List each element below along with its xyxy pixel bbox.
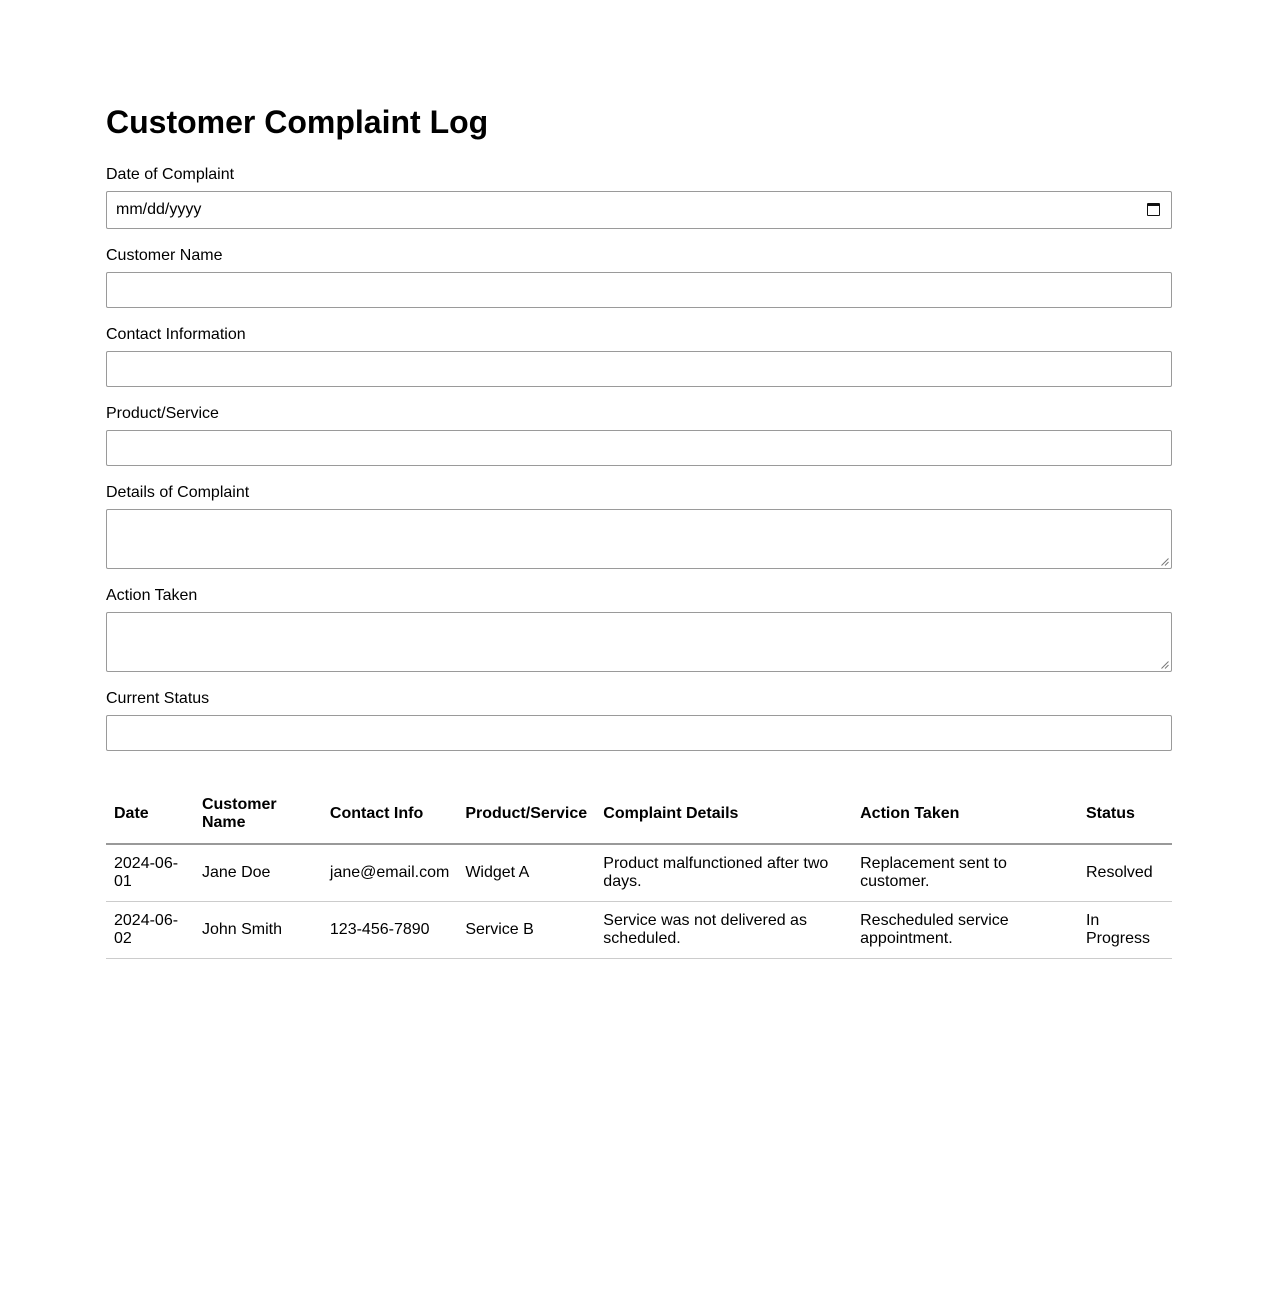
table-header-row <box>106 785 1172 844</box>
column-header-action-taken: Action Taken <box>852 785 1078 844</box>
column-header-status: Status <box>1078 785 1172 844</box>
complaint-table <box>106 785 1172 959</box>
column-header-complaint-details: Complaint Details <box>595 785 852 844</box>
cell-customer-name: John Smith <box>194 902 322 959</box>
product-service-input[interactable] <box>106 430 1172 466</box>
resize-handle-icon[interactable] <box>1161 558 1169 566</box>
cell-date: 2024-06-01 <box>106 844 194 902</box>
cell-action-taken: Rescheduled service appointment. <box>852 902 1078 959</box>
cell-product-service: Service B <box>457 902 595 959</box>
cell-contact-info: 123-456-7890 <box>322 902 457 959</box>
cell-complaint-details: Service was not delivered as scheduled. <box>595 902 852 959</box>
customer-name-label: Customer Name <box>106 247 223 264</box>
column-header-contact-info: Contact Info <box>322 785 457 844</box>
action-field-group <box>106 587 1172 605</box>
page-title: Customer Complaint Log <box>106 104 489 140</box>
column-header-product-service: Product/Service <box>457 785 595 844</box>
details-label: Details of Complaint <box>106 484 250 501</box>
cell-date: 2024-06-02 <box>106 902 194 959</box>
status-field-group <box>106 690 1172 708</box>
date-placeholder[interactable]: mm/dd/yyyy <box>116 201 202 218</box>
date-field-group <box>106 166 1172 184</box>
details-field-group <box>106 484 1172 502</box>
date-input[interactable] <box>106 191 1172 229</box>
column-header-customer-name: Customer Name <box>194 785 322 844</box>
product-service-label: Product/Service <box>106 405 219 422</box>
cell-customer-name: Jane Doe <box>194 844 322 902</box>
column-header-date: Date <box>106 785 194 844</box>
contact-info-label: Contact Information <box>106 326 246 343</box>
cell-complaint-details: Product malfunctioned after two days. <box>595 844 852 902</box>
action-textarea[interactable] <box>106 612 1172 672</box>
calendar-icon[interactable] <box>1147 203 1160 216</box>
table-row <box>106 844 1172 902</box>
customer-name-input[interactable] <box>106 272 1172 308</box>
contact-info-field-group <box>106 326 1172 344</box>
resize-handle-icon[interactable] <box>1161 661 1169 669</box>
cell-product-service: Widget A <box>457 844 595 902</box>
customer-name-field-group <box>106 247 1172 265</box>
cell-action-taken: Replacement sent to customer. <box>852 844 1078 902</box>
cell-status: Resolved <box>1078 844 1172 902</box>
status-input[interactable] <box>106 715 1172 751</box>
action-label: Action Taken <box>106 587 198 604</box>
product-service-field-group <box>106 405 1172 423</box>
contact-info-input[interactable] <box>106 351 1172 387</box>
date-label: Date of Complaint <box>106 166 235 183</box>
status-label: Current Status <box>106 690 210 707</box>
cell-status: In Progress <box>1078 902 1172 959</box>
details-textarea[interactable] <box>106 509 1172 569</box>
cell-contact-info: jane@email.com <box>322 844 457 902</box>
table-row <box>106 902 1172 959</box>
